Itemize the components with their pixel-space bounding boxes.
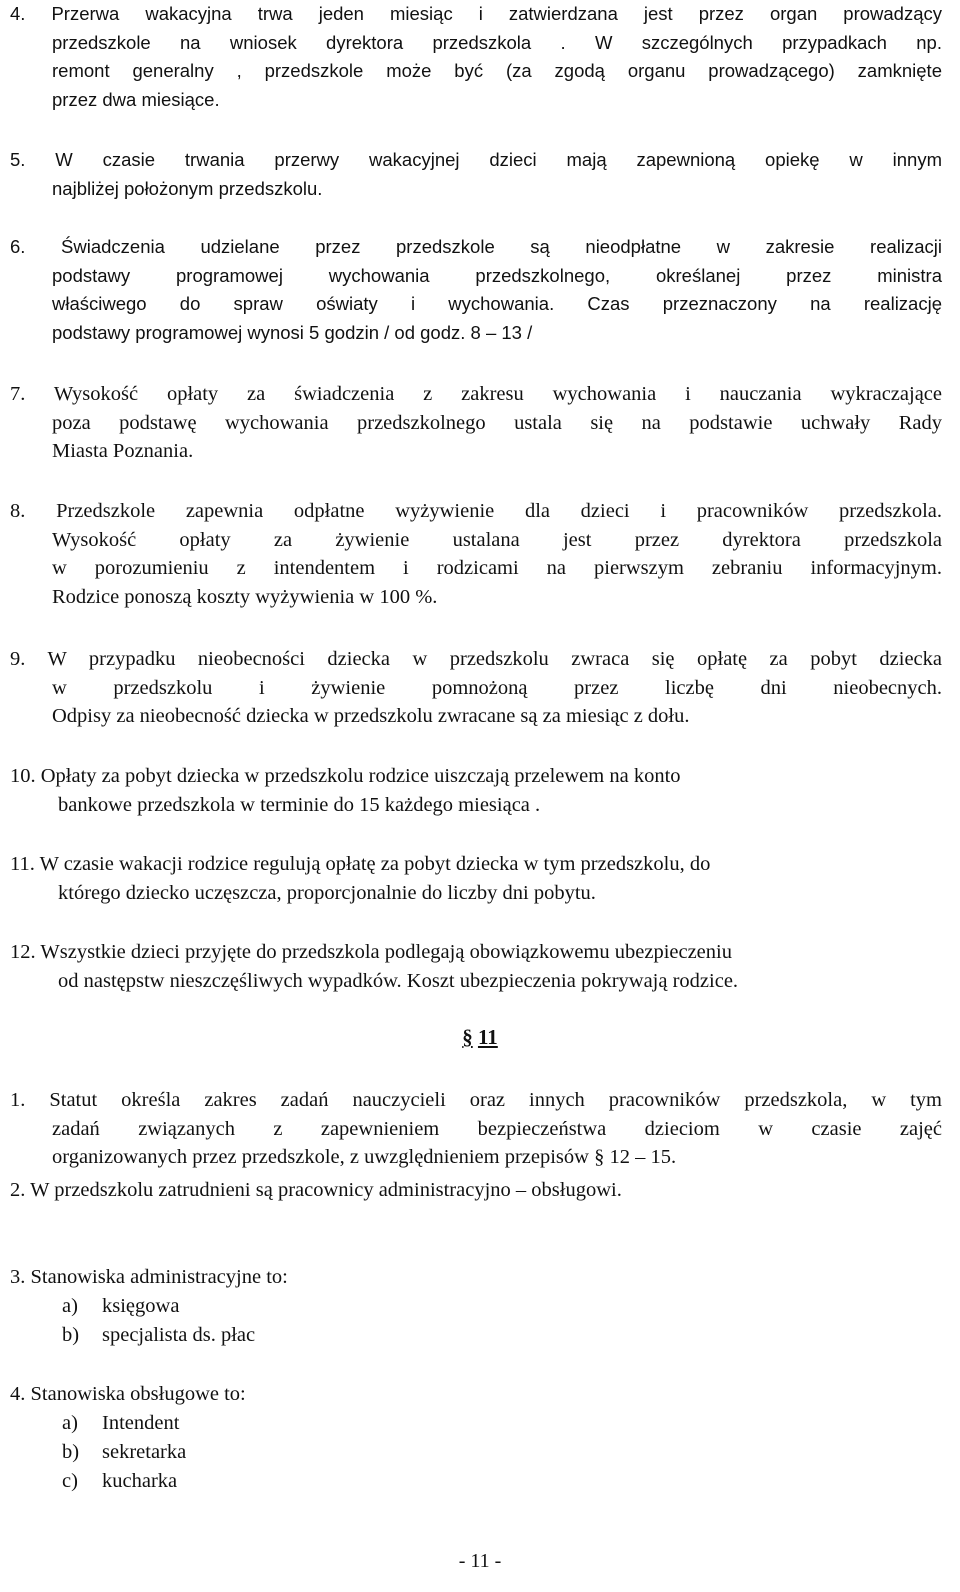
paragraph-line: przez dwa miesiące. (52, 88, 220, 110)
section-paragraph-4 (10, 1380, 942, 1409)
list-label: c) (62, 1470, 78, 1492)
paragraph-line: Stanowiska administracyjne to: (30, 1266, 288, 1288)
paragraph-line: przedszkole na wniosek dyrektora przedszkola . W szczególnych przypadkach np. (52, 31, 942, 53)
list-label: b) (62, 1441, 80, 1463)
paragraph-line: Opłaty za pobyt dziecka w przedszkolu rodzice uiszczają przelewem na konto (40, 765, 681, 787)
paragraph-line: w przedszkolu i żywienie pomnożoną przez liczbę dni nieobecnych. (52, 676, 942, 699)
list-item (62, 1467, 177, 1496)
paragraph-line: W przypadku nieobecności dziecka w przedszkolu zwraca się opłatę za pobyt dziecka (47, 648, 942, 670)
paragraph-number: 1. (10, 1089, 26, 1111)
paragraph-line: Wysokość opłaty za świadczenia z zakresu wychowania i nauczania wykraczające (53, 383, 942, 405)
paragraph-line: najbliżej położonym przedszkolu. (52, 177, 323, 199)
paragraph-7 (10, 380, 942, 466)
paragraph-line: Odpisy za nieobecność dziecka w przedszkolu zwracane są za miesiąc z dołu. (52, 705, 690, 727)
paragraph-10 (10, 762, 942, 819)
paragraph-number: 12. (10, 941, 36, 963)
paragraph-line: od następstw nieszczęśliwych wypadków. Koszt ubezpieczenia pokrywają rodzice. (58, 969, 739, 992)
paragraph-line: podstawy programowej wynosi 5 godzin / od godz. 8 – 13 / (52, 321, 533, 343)
paragraph-12 (10, 938, 942, 995)
paragraph-line: poza podstawę wychowania przedszkolnego ustala się na podstawie uchwały Rady (52, 411, 942, 434)
paragraph-line: podstawy programowej wychowania przedszkolnego, określanej przez ministra (52, 264, 942, 286)
paragraph-number: 9. (10, 648, 26, 670)
paragraph-line: W czasie wakacji rodzice regulują opłatę za pobyt dziecka w tym przedszkolu, do (39, 853, 711, 875)
section-paragraph-3 (10, 1263, 942, 1292)
paragraph-number: 11. (10, 853, 35, 875)
paragraph-number: 3. (10, 1266, 26, 1288)
paragraph-line: Przedszkole zapewnia odpłatne wyżywienie dla dzieci i pracowników przedszkola. (56, 500, 943, 522)
section-paragraph-1 (10, 1086, 942, 1172)
paragraph-line: organizowanych przez przedszkole, z uwzględnieniem przepisów § 12 – 15. (52, 1146, 677, 1168)
paragraph-number: 10. (10, 765, 36, 787)
paragraph-line: Świadczenia udzielane przez przedszkole są nieodpłatne w zakresie realizacji (61, 236, 942, 257)
paragraph-11 (10, 850, 942, 907)
paragraph-number: 7. (10, 383, 26, 405)
list-label: a) (62, 1412, 78, 1434)
paragraph-line: właściwego do spraw oświaty i wychowania. Czas przeznaczony na realizację (52, 293, 942, 314)
paragraph-number: 2. (10, 1179, 26, 1201)
paragraph-number: 4. (10, 1383, 26, 1405)
section-heading (0, 1025, 960, 1050)
paragraph-number: 8. (10, 500, 26, 522)
list-text: księgowa (102, 1295, 180, 1317)
section-paragraph-2 (10, 1176, 942, 1205)
paragraph-4 (10, 0, 942, 114)
list-item (62, 1292, 179, 1321)
paragraph-line: Wysokość opłaty za żywienie ustalana jest przez dyrektora przedszkola (52, 528, 942, 551)
paragraph-5 (10, 146, 942, 203)
page-number: - 11 - (458, 1550, 502, 1572)
paragraph-9 (10, 645, 942, 731)
paragraph-line: w porozumieniu z intendentem i rodzicami na pierwszym zebraniu informacyjnym. (52, 557, 942, 579)
paragraph-line: remont generalny , przedszkole może być (za zgodą organu prowadzącego) zamknięte (52, 60, 942, 81)
list-text: specjalista ds. płac (102, 1324, 256, 1346)
paragraph-number: 4. (10, 3, 26, 24)
paragraph-line: Rodzice ponoszą koszty wyżywienia w 100 %. (52, 585, 438, 608)
paragraph-line: W czasie trwania przerwy wakacyjnej dzieci mają zapewnioną opiekę w innym (55, 149, 942, 170)
paragraph-8 (10, 497, 942, 611)
paragraph-line: bankowe przedszkola w terminie do 15 każdego miesiąca . (58, 793, 541, 816)
list-text: sekretarka (102, 1441, 187, 1463)
paragraph-line: Przerwa wakacyjna trwa jeden miesiąc i zatwierdzana jest przez organ prowadzący (51, 3, 943, 24)
list-item (62, 1438, 186, 1467)
list-label: b) (62, 1324, 80, 1346)
section-symbol: § (462, 1025, 473, 1049)
paragraph-line: zadań związanych z zapewnieniem bezpieczeństwa dzieciom w czasie zajęć (52, 1117, 942, 1140)
paragraph-line: Miasta Poznania. (52, 440, 194, 462)
paragraph-line: Statut określa zakres zadań nauczycieli oraz innych pracowników przedszkola, w tym (49, 1089, 942, 1111)
paragraph-number: 6. (10, 236, 26, 257)
paragraph-line: W przedszkolu zatrudnieni są pracownicy administracyjno – obsługowi. (30, 1179, 622, 1201)
list-label: a) (62, 1295, 78, 1317)
paragraph-number: 5. (10, 149, 26, 170)
list-text: kucharka (102, 1470, 178, 1492)
list-text: Intendent (102, 1412, 180, 1434)
paragraph-line: Wszystkie dzieci przyjęte do przedszkola podlegają obowiązkowemu ubezpieczeniu (40, 941, 732, 963)
paragraph-line: którego dziecko uczęszcza, proporcjonalnie do liczby dni pobytu. (58, 881, 596, 904)
paragraph-6 (10, 233, 942, 347)
list-item (62, 1321, 255, 1350)
section-number: 11 (477, 1025, 498, 1049)
list-item (62, 1409, 179, 1438)
paragraph-line: Stanowiska obsługowe to: (30, 1383, 246, 1405)
